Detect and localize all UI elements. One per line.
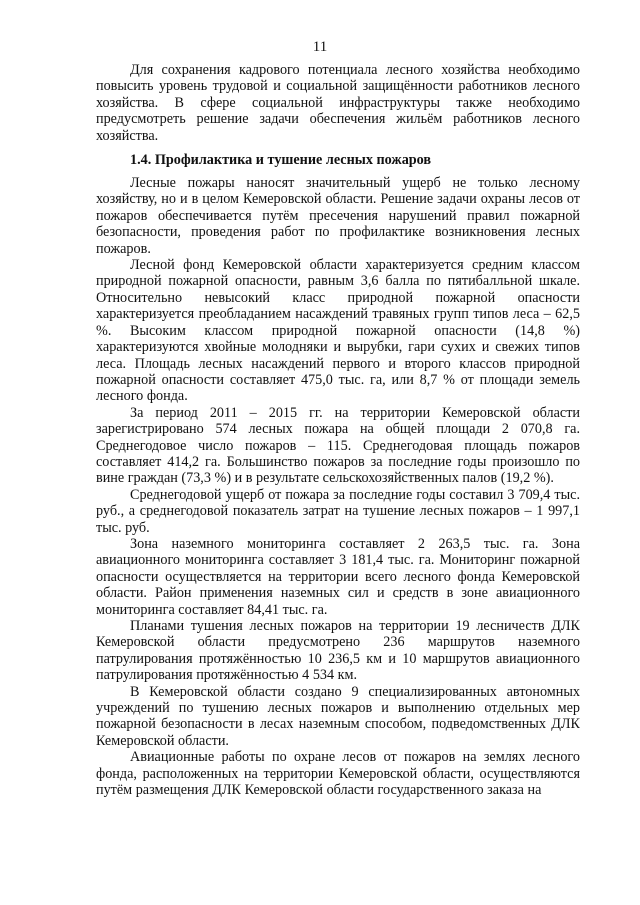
paragraph-aviation-works: Авиационные работы по охране лесов от пожаров на землях лесного фонда, расположенных на территории Кемеровской области, осуществляются путём размещения ДЛК Кемеровской области государственного заказа на — [96, 749, 580, 799]
paragraph-monitoring: Зона наземного мониторинга составляет 2 263,5 тыс. га. Зона авиационного мониторинга составляет 3 181,4 тыс. га. Мониторинг пожарной опасности осуществляется на территории всего лесного фонда Кемеровской области. Район применения наземных сил и средств в зоне авиационного мониторинга составляет 84,41 тыс. га. — [96, 535, 580, 618]
section-heading: 1.4. Профилактика и тушение лесных пожаров — [130, 152, 432, 169]
page-body — [96, 62, 580, 798]
paragraph-fire-losses: Среднегодовой ущерб от пожара за последние годы составил 3 709,4 тыс. руб., а среднегодовой показатель затрат на тушение лесных пожаров – 1 997,1 тыс. руб. — [96, 486, 580, 536]
paragraph-institutions: В Кемеровской области создано 9 специализированных автономных учреждений по тушению лесных пожаров и выполнению отдельных мер пожарной безопасности в лесах наземным способом, подведомственных ДЛК Кемеровской области. — [96, 683, 580, 749]
paragraph-fire-statistics: За период 2011 – 2015 гг. на территории Кемеровской области зарегистрировано 574 лесных пожара на общей площади 2 070,8 га. Среднегодовое число пожаров – 115. Среднегодовая площадь пожаров составляет 414,2 га. Большинство пожаров за последние годы произошло по вине граждан (73,3 %) и в результате сельскохозяйственных палов (19,2 %). — [96, 404, 580, 487]
page-number: 11 — [312, 39, 328, 55]
paragraph-staffing: Для сохранения кадрового потенциала лесного хозяйства необходимо повысить уровень трудовой и социальной защищённости работников лесного хозяйства. В сфере социальной инфраструктуры также необходимо предусмотреть решение задачи обеспечения жильём работников лесного хозяйства. — [96, 62, 580, 144]
paragraph-fire-danger-class: Лесной фонд Кемеровской области характеризуется средним классом природной пожарной опасности, равным 3,6 балла по пятибалльной шкале. Относительно невысокий класс природной пожарной опасности характеризуется преобладанием насаждений травяных групп типов леса – 62,5 %. Высоким классом природной пожарной опасности (14,8 %) характеризуются хвойные молодняки и вырубки, гари сухих и свежих типов леса. Площадь лесных насаждений первого и второго классов природной пожарной опасности составляет 475,0 тыс. га, или 8,7 % от площади земель лесного фонда. — [96, 257, 580, 405]
paragraph-fire-damage: Лесные пожары наносят значительный ущерб не только лесному хозяйству, но и в целом Кемеровской области. Решение задачи охраны лесов от пожаров обеспечивается путём пресечения нарушений правил пожарной безопасности, проведения работ по профилактике возникновения лесных пожаров. — [96, 175, 580, 257]
paragraph-patrol-plans: Планами тушения лесных пожаров на территории 19 лесничеств ДЛК Кемеровской области предусмотрено 236 маршрутов наземного патрулирования протяжённостью 10 236,5 км и 10 маршрутов авиационного патрулирования протяжённостью 4 534 км. — [96, 618, 580, 684]
